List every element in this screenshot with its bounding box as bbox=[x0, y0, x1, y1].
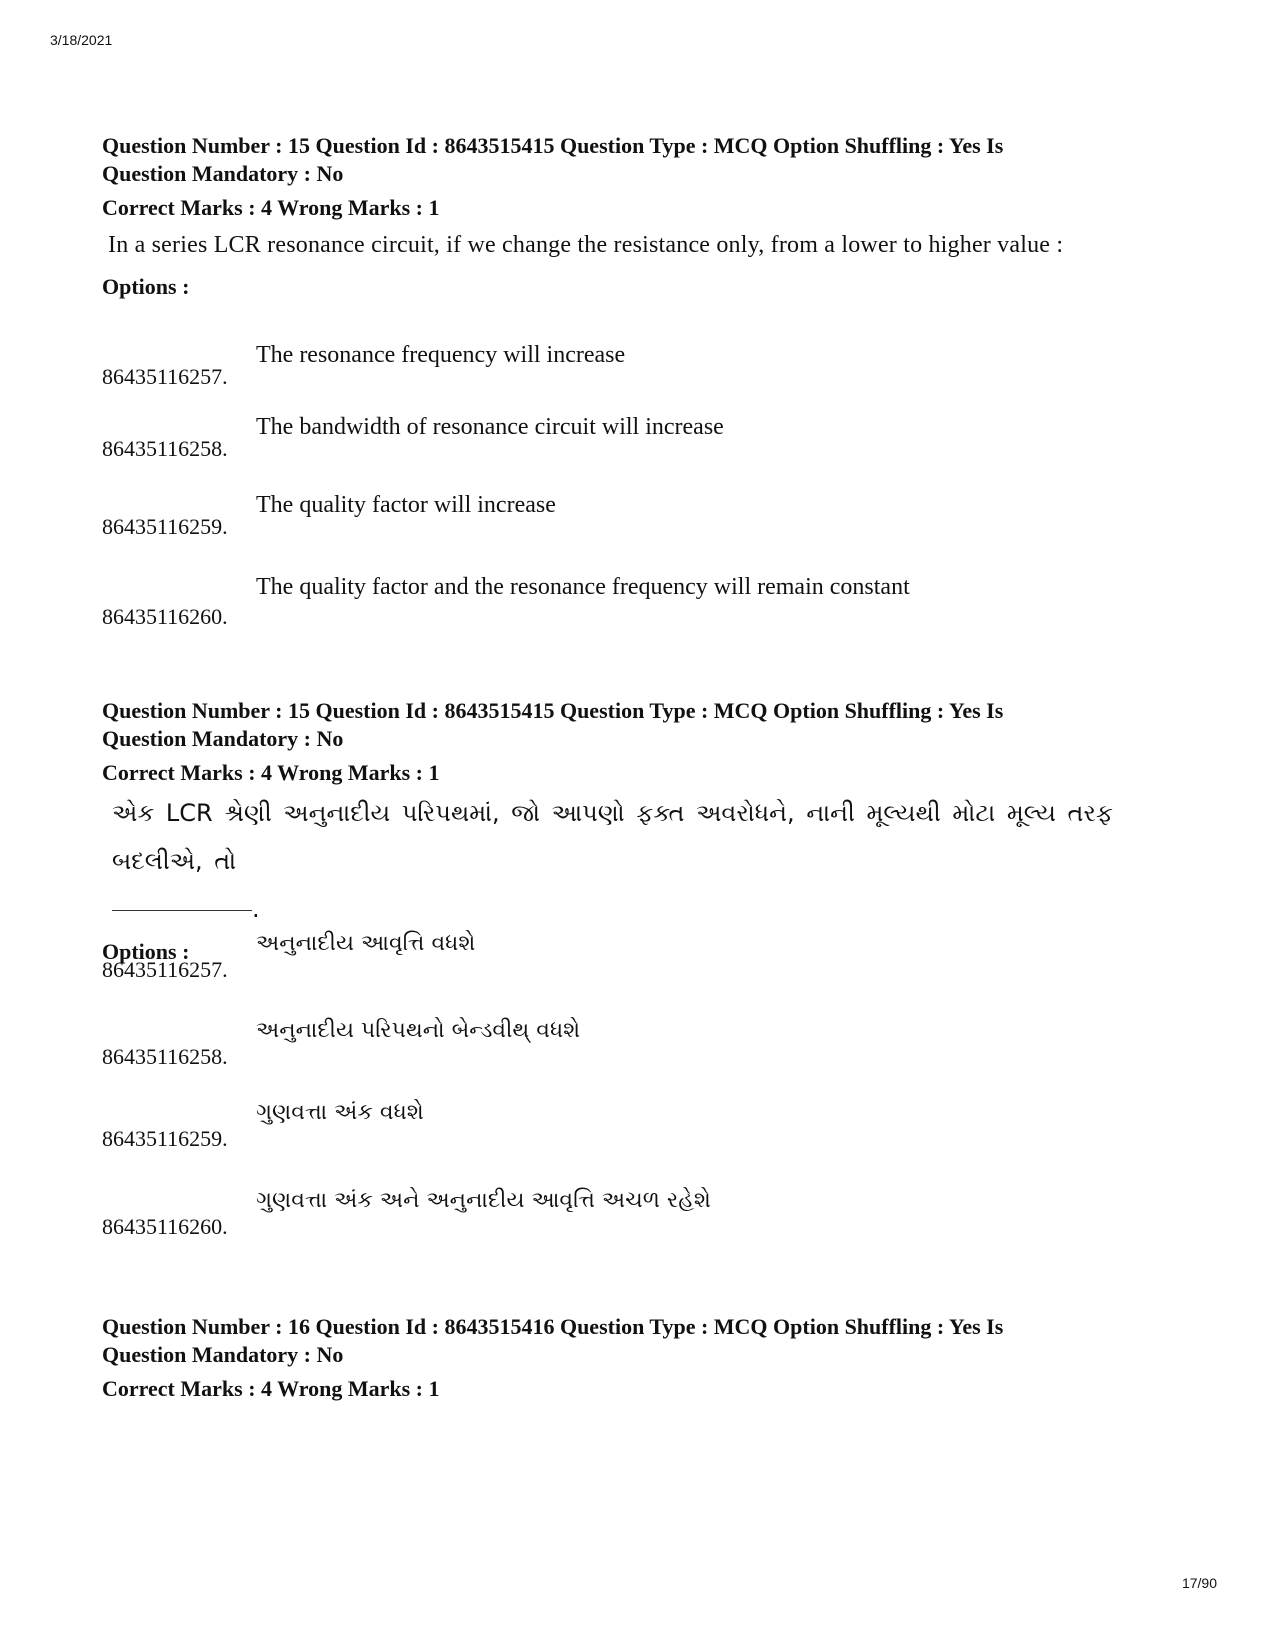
option-id: 86435116259. bbox=[102, 1126, 228, 1151]
option-id: 86435116258. bbox=[102, 436, 228, 461]
option-text: The bandwidth of resonance circuit will increase bbox=[256, 414, 724, 440]
options-label: Options : bbox=[102, 274, 190, 299]
question-text-main: એક LCR શ્રેણી અનુનાદીય પરિપથમાં, જો આપણો ફક્ત અવરોધને, નાની મૂલ્યથી મોટા મૂલ્ય તરફ બદલીએ, તો bbox=[112, 799, 1114, 875]
option-id: 86435116259. bbox=[102, 514, 228, 539]
question-meta-line: Question Number : 15 Question Id : 8643515415 Question Type : MCQ Option Shuffling : Yes Is bbox=[102, 133, 1004, 158]
question-block-15-gujarati bbox=[102, 697, 1192, 965]
question-blank-line bbox=[112, 885, 1192, 933]
print-date: 3/18/2021 bbox=[50, 32, 113, 48]
option-id: 86435116258. bbox=[102, 1044, 228, 1069]
question-text bbox=[112, 789, 1192, 885]
option-text: The resonance frequency will increase bbox=[256, 342, 626, 368]
question-marks: Correct Marks : 4 Wrong Marks : 1 bbox=[102, 195, 440, 220]
question-mandatory: Question Mandatory : No bbox=[102, 726, 344, 751]
question-marks: Correct Marks : 4 Wrong Marks : 1 bbox=[102, 1376, 440, 1401]
question-meta-line: Question Number : 16 Question Id : 8643515416 Question Type : MCQ Option Shuffling : Yes Is bbox=[102, 1314, 1004, 1339]
question-mandatory: Question Mandatory : No bbox=[102, 1342, 344, 1367]
options-label: Options : bbox=[102, 939, 190, 964]
option-id: 86435116257. bbox=[102, 957, 228, 982]
option-id: 86435116260. bbox=[102, 1214, 228, 1239]
question-text: In a series LCR resonance circuit, if we change the resistance only, from a lower to higher value : bbox=[108, 232, 1064, 258]
answer-blank bbox=[112, 909, 252, 911]
option-id: 86435116257. bbox=[102, 364, 228, 389]
question-block-16 bbox=[102, 1313, 1192, 1403]
option-text: અનુનાદીય પરિપથનો બેન્ડવીથ્ વધશે bbox=[256, 1018, 581, 1043]
question-block-15-english bbox=[102, 132, 1192, 300]
question-text-end: . bbox=[252, 895, 260, 923]
question-marks: Correct Marks : 4 Wrong Marks : 1 bbox=[102, 760, 440, 785]
option-text: અનુનાદીય આવૃત્તિ વધશે bbox=[256, 931, 476, 956]
option-text: The quality factor will increase bbox=[256, 492, 556, 518]
option-id: 86435116260. bbox=[102, 604, 228, 629]
option-text: ગુણવત્તા અંક વધશે bbox=[256, 1100, 424, 1125]
option-text: ગુણવત્તા અંક અને અનુનાદીય આવૃત્તિ અચળ રહેશે bbox=[256, 1188, 711, 1213]
question-mandatory: Question Mandatory : No bbox=[102, 161, 344, 186]
option-text: The quality factor and the resonance frequency will remain constant bbox=[256, 574, 910, 600]
question-meta-line: Question Number : 15 Question Id : 8643515415 Question Type : MCQ Option Shuffling : Yes Is bbox=[102, 698, 1004, 723]
page-number: 17/90 bbox=[1181, 1575, 1217, 1591]
